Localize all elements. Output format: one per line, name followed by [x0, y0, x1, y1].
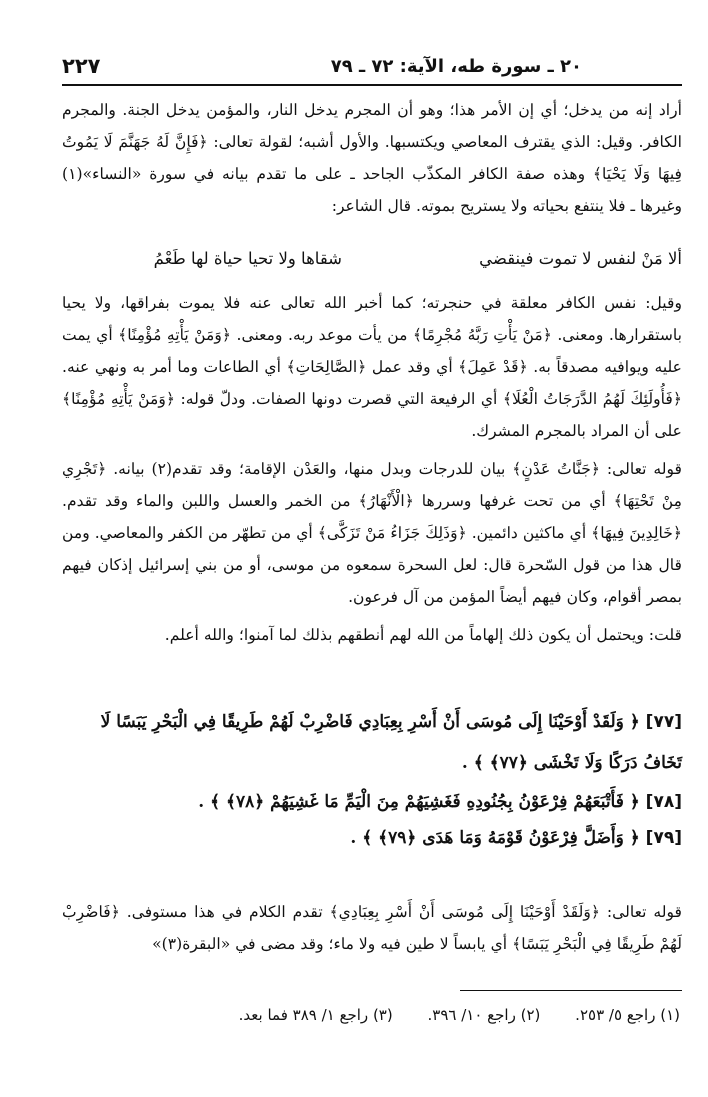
commentary-middle	[62, 287, 682, 651]
footnote-rule	[460, 990, 682, 991]
page-header	[62, 54, 682, 84]
footnote-1: (١) راجع ٥/ ٢٥٣.	[575, 1006, 680, 1024]
paragraph-4: قلت: ويحتمل أن يكون ذلك إلهاماً من الله لهم أنطقهم بذلك لما آمنوا؛ والله أعلم.	[164, 626, 682, 644]
poetry-verse	[62, 245, 682, 277]
commentary-lower	[62, 896, 682, 960]
page-number: ٢٢٧	[62, 54, 101, 78]
footnotes	[150, 1006, 680, 1024]
paragraph-5: قوله تعالى: ﴿وَلَقَدْ أَوْحَيْنَا إِلَى مُوسَى أَنْ أَسْرِ بِعِبَادِي﴾ تقدم الكلام في هذا مستوفى. ﴿فَاضْرِبْ لَهُمْ طَرِيقًا فِي الْبَحْرِ يَبَسًا﴾ أي يابساً لا طين فيه ولا ماء؛ وقد مضى في «البقرة(٣)»	[62, 903, 682, 953]
ayah-text: ﴿ فَأَتْبَعَهُمْ فِرْعَوْنُ بِجُنُودِهِ فَغَشِيَهُمْ مِنَ الْيَمِّ مَا غَشِيَهُمْ ﴿٧٨﴾ ﴾ .	[198, 792, 640, 812]
ayah-77	[62, 702, 682, 784]
ayah-78	[62, 784, 682, 820]
header-rule	[62, 84, 682, 86]
ayah-text: ﴿ وَأَضَلَّ فِرْعَوْنُ قَوْمَهُ وَمَا هَدَى ﴿٧٩﴾ ﴾ .	[350, 828, 640, 848]
ayah-text: ﴿ وَلَقَدْ أَوْحَيْنَا إِلَى مُوسَى أَنْ أَسْرِ بِعِبَادِي فَاضْرِبْ لَهُمْ طَرِيقًا فِي الْبَحْرِ يَبَسًا لَا تَخَافُ دَرَكًا وَلَا تَخْشَى ﴿٧٧﴾ ﴾ .	[100, 712, 682, 773]
paragraph-2: وقيل: نفس الكافر معلقة في حنجرته؛ كما أخبر الله تعالى عنه فلا يموت بفراقها، ولا يحيا باستقرارها. ومعنى. ﴿مَنْ يَأْتِ رَبَّهُ مُجْرِمًا﴾ من يأت موعد ربه. ومعنى. ﴿وَمَنْ يَأْتِهِ مُؤْمِنًا﴾ أي يمت عليه ويوافيه مصدقاً به. ﴿قَدْ عَمِلَ﴾ أي وقد عمل ﴿الصَّالِحَاتِ﴾ أي الطاعات وما أمر به ونهي عنه. ﴿فَأُولَئِكَ لَهُمُ الدَّرَجَاتُ الْعُلَا﴾ أي الرفيعة التي قصرت دونها الصفات. ودلّ قوله: ﴿وَمَنْ يَأْتِهِ مُؤْمِنًا﴾ على أن المراد بالمجرم المشرك.	[62, 294, 682, 440]
ayah-number: [٧٩]	[645, 828, 682, 848]
verse-first-hemistich: ألا مَنْ لنفس لا تموت فينقضي	[479, 249, 682, 268]
ayah-number: [٧٧]	[645, 712, 682, 732]
running-title: ٢٠ ـ سورة طه، الآية: ٧٢ ـ ٧٩	[330, 56, 582, 77]
quran-verses	[62, 702, 682, 856]
verse-second-hemistich: شقاها ولا تحيا حياة لها طَعْمُ	[153, 249, 342, 268]
commentary-upper	[62, 94, 682, 222]
footnote-3: (٣) راجع ١/ ٣٨٩ فما بعد.	[238, 1006, 393, 1024]
ayah-number: [٧٨]	[645, 792, 682, 812]
footnote-2: (٢) راجع ١٠/ ٣٩٦.	[427, 1006, 541, 1024]
ayah-79	[62, 820, 682, 856]
paragraph-3: قوله تعالى: ﴿جَنَّاتُ عَدْنٍ﴾ بيان للدرجات وبدل منها، والعَدْن الإقامة؛ وقد تقدم(٢) بيانه. ﴿تَجْرِي مِنْ تَحْتِهَا﴾ أي من تحت غرفها وسررها ﴿الْأَنْهَارُ﴾ من الخمر والعسل واللبن والماء وقد تقدم. ﴿خَالِدِينَ فِيهَا﴾ أي ماكثين دائمين. ﴿وَذَلِكَ جَزَاءُ مَنْ تَزَكَّى﴾ أي من تطهّر من الكفر والمعاصي. ومن قال هذا من قول السّحرة قال: لعل السحرة سمعوه من موسى، أو من بني إسرائيل إذكان فيهم بمصر أقوام، وكان فيهم أيضاً المؤمن من آل فرعون.	[62, 460, 682, 606]
paragraph-1: أراد إنه من يدخل؛ أي إن الأمر هذا؛ وهو أن المجرم يدخل النار، والمؤمن يدخل الجنة. والمجرم الكافر. وقيل: الذي يقترف المعاصي ويكتسبها. والأول أشبه؛ لقولة تعالى: ﴿فَإِنَّ لَهُ جَهَنَّمَ لَا يَمُوتُ فِيهَا وَلَا يَحْيَا﴾ وهذه صفة الكافر المكذّب الجاحد ـ على ما تقدم بيانه في سورة «النساء»(١) وغيرها ـ فلا ينتفع بحياته ولا يستريح بموته. قال الشاعر:	[62, 101, 682, 215]
